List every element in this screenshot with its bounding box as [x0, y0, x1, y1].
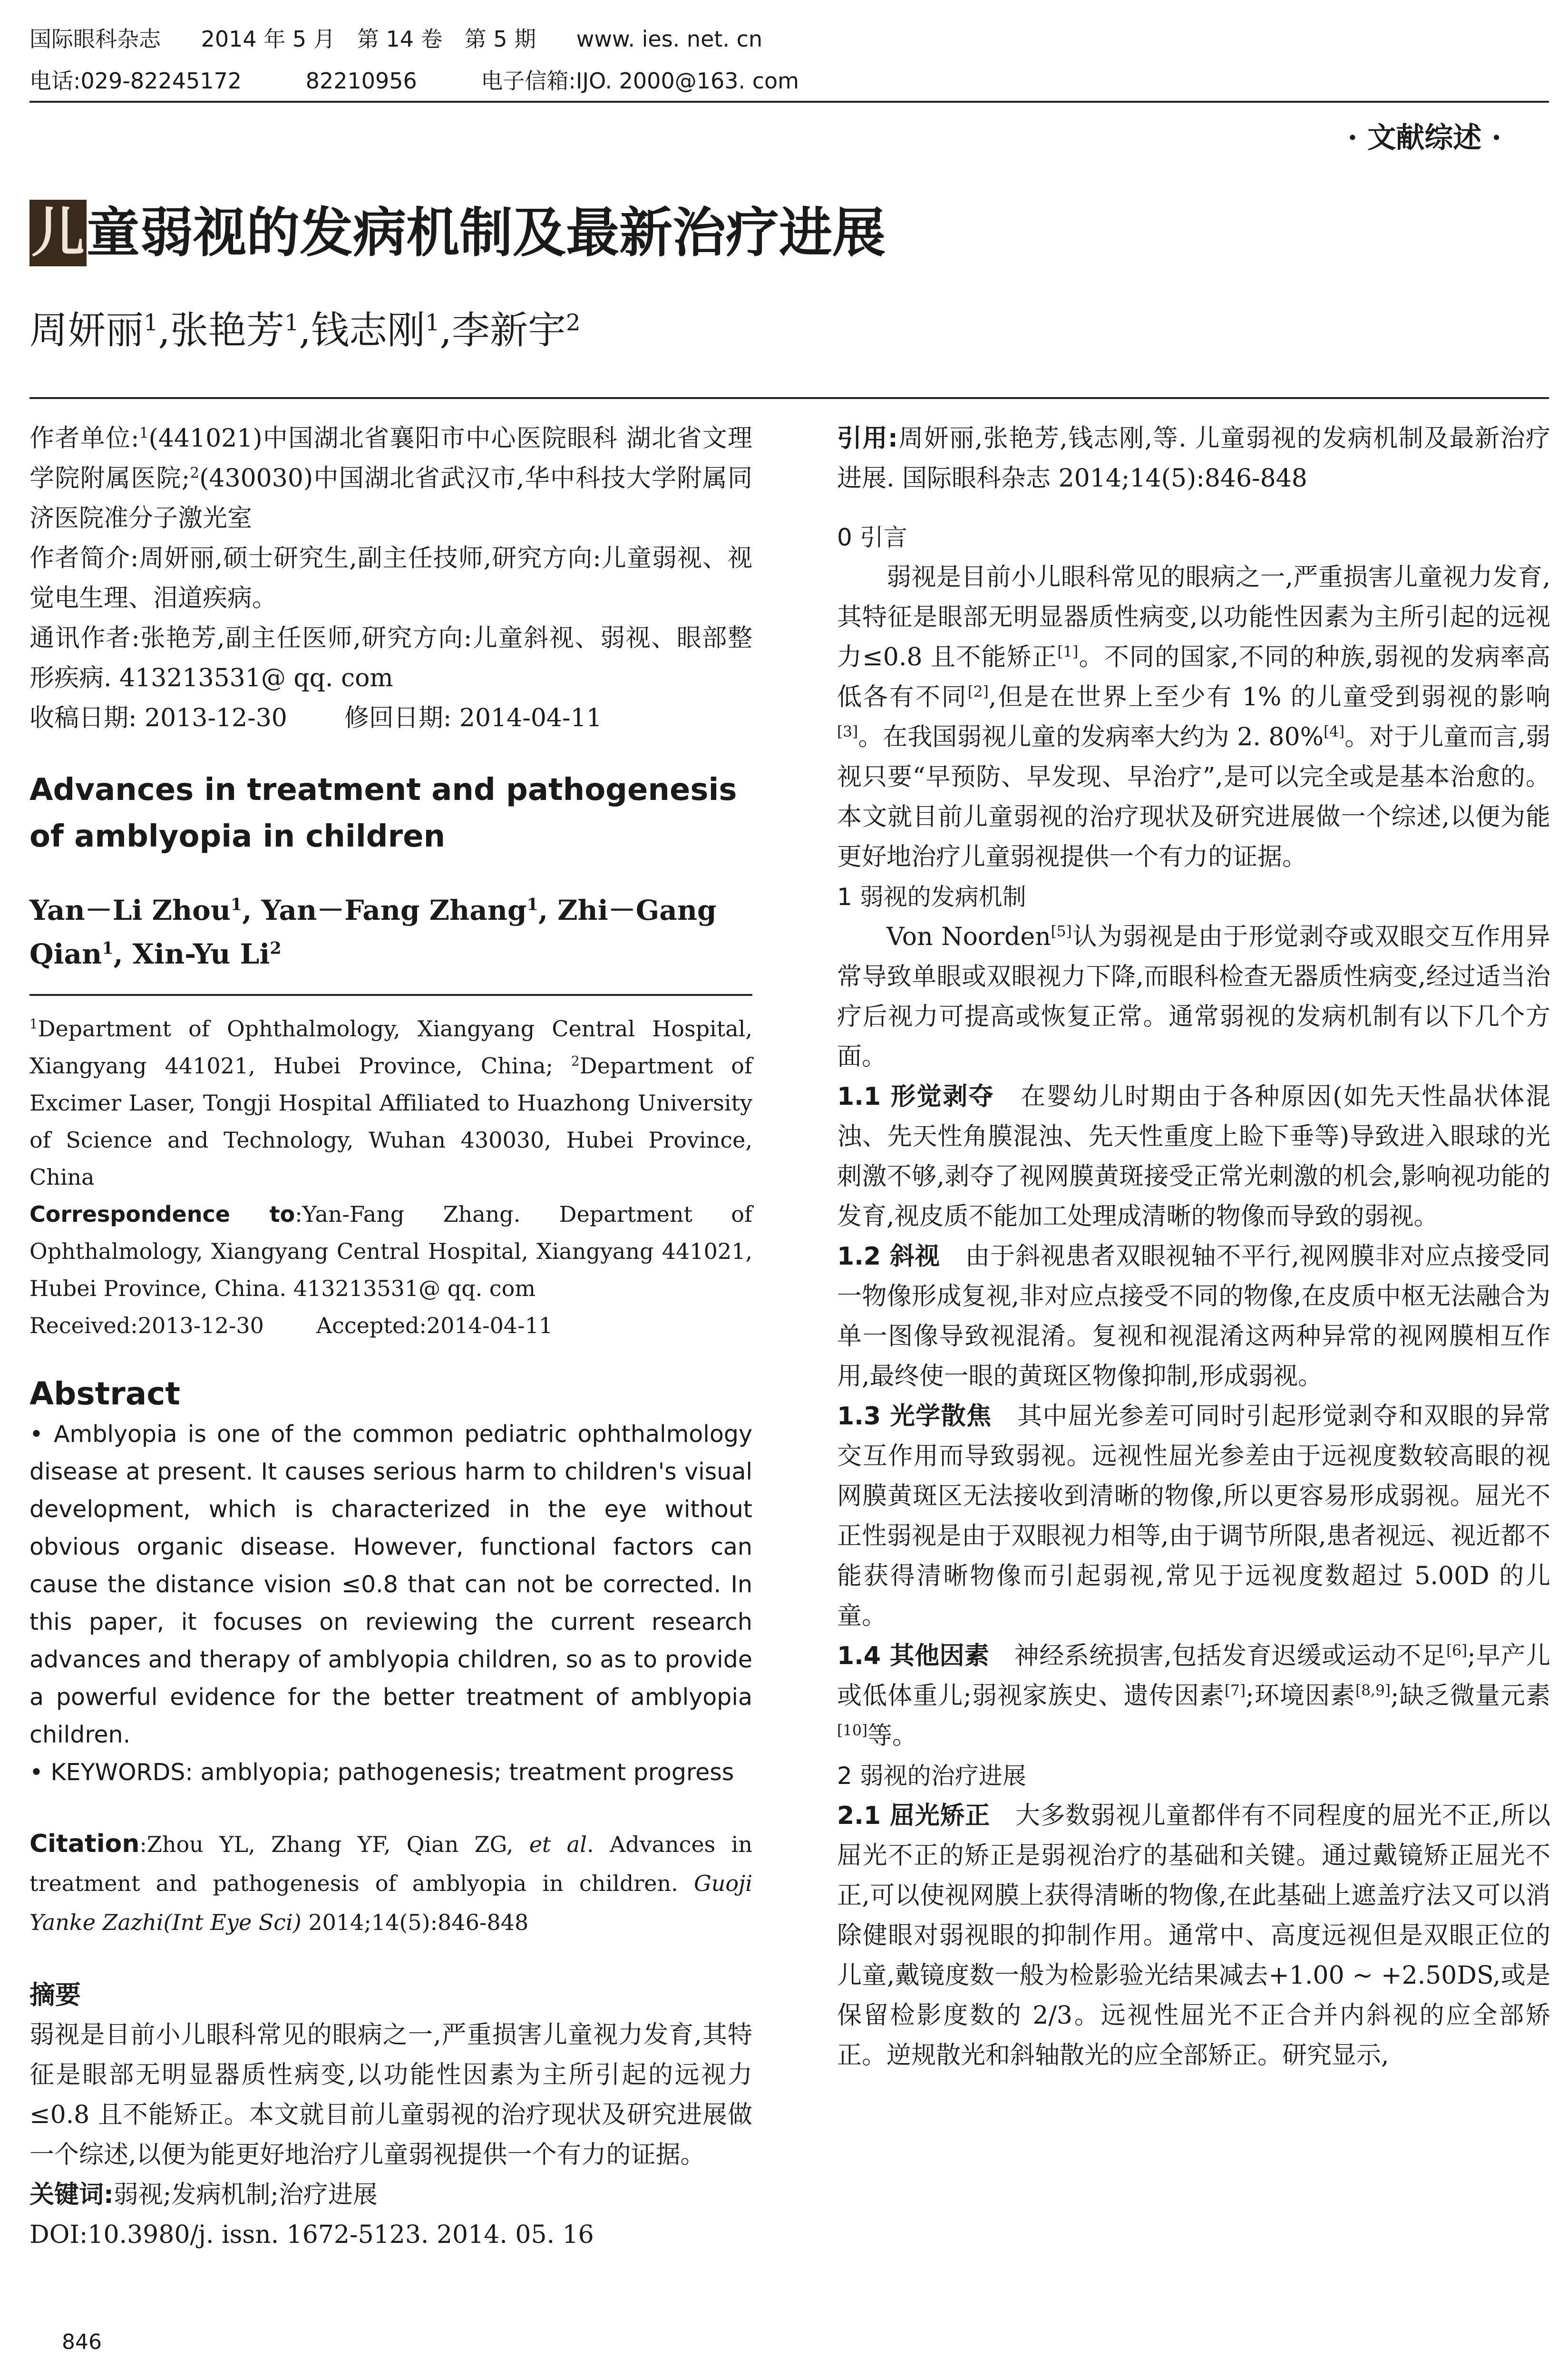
p12: 由于斜视患者双眼视轴不平行,视网膜非对应点接受同一物像形成复视,非对应点接受不同的物像,在皮质中枢无法融合为单一图像导致视混淆。复视和视混淆这两种异常的视网膜相互作用,最终使一眼的黄斑区物像抑制,形成弱视。 — [837, 1242, 1550, 1391]
ref: [6] — [1446, 1642, 1468, 1659]
en-author-sup: 1 — [526, 895, 538, 915]
en-author-sup: 1 — [231, 895, 243, 915]
p14a: 神经系统损害,包括发育迟缓或运动不足 — [1014, 1642, 1446, 1670]
citation-etal: et al — [529, 1831, 587, 1857]
right-column — [837, 419, 1550, 2075]
en-received: Received:2013-12-30 — [29, 1313, 264, 1338]
abstract-text: • Amblyopia is one of the common pediatric ophthalmology disease at present. It causes serious harm to children's visual development, which is characterized in the eye without obvious organic disease. However, functional factors can cause the distance vision ≤0.8 that can not be corrected. In this paper, it focuses on reviewing the current research advances and therapy of amblyopia children, so as to provide a powerful evidence for the better treatment of amblyopia children. — [29, 1421, 752, 1748]
title-initial: 儿 — [29, 200, 87, 266]
en-author: Zhi－Gang Qian — [29, 894, 717, 970]
author-list: 周妍丽$^1$,张艳芳$^1$,钱志刚$^1$,李新宇$^2$ — [29, 308, 581, 352]
running-header-line1 — [29, 25, 886, 53]
section-1-4 — [837, 1636, 1550, 1756]
cn-abstract-text: 弱视是目前小儿眼科常见的眼病之一,严重损害儿童视力发育,其特征是眼部无明显器质性病变,以功能性因素为主所引起的远视力≤0.8 且不能矫正。本文就目前儿童弱视的治疗现状及研究进展做一个综述,以便为能更好地治疗儿童弱视提供一个有力的证据。 — [29, 2021, 752, 2169]
p14b: ;早产儿或低体重儿;弱视家族史、遗传因素 — [837, 1642, 1550, 1710]
phone2: 82210956 — [305, 68, 417, 94]
ref: [8,9] — [1355, 1682, 1391, 1699]
p1b: 认为弱视是由于形觉剥夺或双眼交互作用异常导致单眼或双眼视力下降,而眼科检查无器质性病变,经过适当治疗后视力可提高或恢复正常。通常弱视的发病机制有以下几个方面。 — [837, 923, 1550, 1071]
section-1-1-heading: 1.1 形觉剥夺 — [837, 1082, 995, 1111]
english-title: Advances in treatment and pathogenesis of amblyopia in children — [29, 772, 737, 854]
page-number: 846 — [62, 2330, 102, 2354]
section-1-2 — [837, 1237, 1550, 1396]
en-author: Yan－Li Zhou — [29, 894, 231, 926]
author-sup: 1 — [425, 309, 440, 336]
author-bio: 作者简介:周妍丽,硕士研究生,副主任技师,研究方向:儿童弱视、视觉电生理、泪道疾病。 — [29, 544, 752, 613]
ref: [3] — [837, 723, 858, 740]
corr-text: :Yan-Fang Zhang. Department of Ophthalmology, Xiangyang Central Hospital, Xiangyang 441021, Hubei Province, China. 413213531@ qq. com — [29, 1201, 752, 1301]
section-label: · 文献综述 · — [1347, 121, 1501, 155]
title-rest: 童弱视的发病机制及最新治疗进展 — [87, 202, 886, 264]
journal-website: www. ies. net. cn — [576, 26, 763, 52]
english-affiliations: $^1$Department of Ophthalmology, Xiangyang Central Hospital, Xiangyang 441021, Hubei Province, China; $^2$Department of Excimer Laser, Tongji Hospital Affiliated to Huazhong University of Science and Technology, Wuhan 430030, Hubei Province, China Correspondence to:Yan-Fang Zhang. Department of Ophthalmology, Xiangyang Central Hospital, Xiangyang 441021, Hubei Province, China. 413213531@ qq. com Received:2013-12-30 Accepted:2014-04-11 — [29, 1016, 752, 1338]
ref: [10] — [837, 1722, 868, 1739]
unit-text: (441021)中国湖北省襄阳市中心医院眼科 湖北省文理学院附属医院; — [29, 424, 753, 493]
affil1: Department of Ophthalmology, Xiangyang Central Hospital, Xiangyang 441021, Hubei Province, China; — [29, 1016, 752, 1079]
correspondence: 通讯作者:张艳芳,副主任医师,研究方向:儿童斜视、弱视、眼部整形疾病. 413213531@ qq. com — [29, 624, 752, 692]
section-1-3-heading: 1.3 光学散焦 — [837, 1402, 992, 1431]
doi: DOI:10.3980/j. issn. 1672-5123. 2014. 05. 16 — [29, 2221, 594, 2249]
p0e: 。对于儿童而言,弱视只要“早预防、早发现、早治疗”,是可以完全或是基本治愈的。本文就目前儿童弱视的治疗现状及研究进展做一个综述,以便为能更好地治疗儿童弱视提供一个有力的证据。 — [837, 723, 1550, 871]
header-rule — [29, 101, 1549, 103]
section-1-2-heading: 1.2 斜视 — [837, 1242, 940, 1271]
unit-label: 作者单位: — [29, 424, 139, 453]
phone: 电话:029-82245172 — [29, 68, 242, 94]
issue-info: 2014 年 5 月 第 14 卷 第 5 期 — [201, 26, 536, 52]
english-citation — [29, 1824, 752, 1942]
author-name: 李新宇 — [451, 308, 566, 352]
section-0-para — [837, 557, 1550, 877]
p0b: 。不同的国家,不同的种族,弱视的发病率高低各有不同 — [837, 643, 1550, 711]
citation-b: . Advances in treatment and pathogenesis of amblyopia in children. — [29, 1831, 753, 1896]
ref: [5] — [1051, 923, 1072, 940]
en-author: Yan－Fang Zhang — [261, 894, 527, 926]
p0c: ,但是在世界上至少有 1% 的儿童受到弱视的影响 — [988, 683, 1550, 711]
p14c: ;环境因素 — [1246, 1682, 1356, 1710]
p14d: ;缺乏微量元素 — [1390, 1682, 1550, 1710]
section-1-heading: 1 弱视的发病机制 — [837, 883, 1026, 911]
running-header-line2 — [29, 67, 933, 95]
received-date: 收稿日期: 2013-12-30 — [29, 704, 287, 732]
corr-label: Correspondence to — [29, 1201, 295, 1227]
english-authors: Yan－Li Zhou$^1$, Yan－Fang Zhang$^1$, Zhi－Gang Qian$^1$, Xin-Yu Li$^2$ — [29, 894, 717, 970]
section-2-1 — [837, 1796, 1550, 2075]
p0a: 弱视是目前小儿眼科常见的眼病之一,严重损害儿童视力发育,其特征是眼部无明显器质性病变,以功能性因素为主所引起的远视力≤0.8 且不能矫正 — [837, 563, 1550, 672]
citation-journal: Guoji Yanke Zazhi(Int Eye Sci) — [29, 1870, 752, 1935]
abstract-heading: Abstract — [29, 1375, 180, 1412]
p13: 其中屈光参差可同时引起形觉剥夺和双眼的异常交互作用而导致弱视。远视性屈光参差由于远视度数较高眼的视网膜黄斑区无法接收到清晰的物像,所以更容易形成弱视。屈光不正性弱视是由于双眼视力相等,由于调节所限,患者视远、视近都不能获得清晰物像而引起弱视,常见于远视度数超过 5.00D 的儿童。 — [837, 1402, 1550, 1630]
en-author: Xin-Yu Li — [132, 938, 270, 970]
en-author-sup: 2 — [270, 938, 282, 958]
english-abstract — [29, 1415, 752, 1791]
revised-date: 修回日期: 2014-04-11 — [344, 704, 602, 732]
title-rule — [29, 397, 1549, 399]
citation-c: 2014;14(5):846-848 — [308, 1909, 529, 1935]
author-name: 张艳芳 — [170, 308, 284, 352]
article-title — [29, 200, 886, 266]
cn-keywords-label: 关键词: — [29, 2181, 114, 2209]
cn-citation: 周妍丽,张艳芳,钱志刚,等. 儿童弱视的发病机制及最新治疗进展. 国际眼科杂志 2014;14(5):846-848 — [837, 424, 1550, 493]
p1a: Von Noorden — [886, 923, 1051, 951]
citation-label: Citation — [29, 1830, 140, 1858]
section-0-heading: 0 引言 — [837, 524, 907, 551]
ref: [1] — [1057, 643, 1079, 661]
abstract-keywords: • KEYWORDS: amblyopia; pathogenesis; treatment progress — [29, 1759, 734, 1786]
author-sup: 1 — [284, 309, 299, 336]
cn-citation-label: 引用: — [837, 424, 898, 453]
cn-keywords: 弱视;发病机制;治疗进展 — [113, 2181, 378, 2209]
section-1-para — [837, 917, 1550, 1077]
ref: [4] — [1324, 723, 1345, 740]
unit-text2: (430030)中国湖北省武汉市,华中科技大学附属同济医院准分子激光室 — [29, 464, 752, 533]
email: 电子信箱:IJO. 2000@163. com — [481, 68, 799, 94]
cn-abstract — [29, 2015, 752, 2255]
cn-abstract-heading: 摘要 — [29, 1980, 81, 2010]
author-info: 作者单位:$^1$(441021)中国湖北省襄阳市中心医院眼科 湖北省文理学院附属医院;$^2$(430030)中国湖北省武汉市,华中科技大学附属同济医院准分子激光室 作者简介:周妍丽,硕士研究生,副主任技师,研究方向:儿童弱视、视觉电生理、泪道疾病。 通讯作者:张艳芳,副主任医师,研究方向:儿童斜视、弱视、眼部整形疾病. 413213531@ qq. com 收稿日期: 2013-12-30 修回日期: 2014-04-11 — [29, 424, 753, 732]
section-1-1 — [837, 1077, 1550, 1237]
section-2-heading: 2 弱视的治疗进展 — [837, 1762, 1026, 1790]
p0d: 。在我国弱视儿童的发病率大约为 2. 80% — [858, 723, 1324, 751]
section-2-1-heading: 2.1 屈光矫正 — [837, 1802, 991, 1830]
author-sup: 2 — [565, 309, 581, 336]
author-name: 钱志刚 — [311, 308, 425, 352]
ref: [7] — [1224, 1682, 1246, 1699]
p11: 在婴幼儿时期由于各种原因(如先天性晶状体混浊、先天性角膜混浊、先天性重度上睑下垂等)导致进入眼球的光刺激不够,剥夺了视网膜黄斑接受正常光刺激的机会,影响视功能的发育,视皮质不能加工处理成清晰的物像而导致的弱视。 — [837, 1082, 1550, 1231]
en-author-sup: 1 — [102, 938, 114, 958]
section-1-3 — [837, 1396, 1550, 1636]
p21: 大多数弱视儿童都伴有不同程度的屈光不正,所以屈光不正的矫正是弱视治疗的基础和关键。通过戴镜矫正屈光不正,可以使视网膜上获得清晰的物像,在此基础上遮盖疗法又可以消除健眼对弱视眼的抑制作用。通常中、高度远视但是双眼正位的儿童,戴镜度数一般为检影验光结果减去+1.00 ~ +2.50DS,或是保留检影度数的 2/3。远视性屈光不正合并内斜视的应全部矫正。逆规散光和斜轴散光的应全部矫正。研究显示, — [837, 1802, 1550, 2070]
en-accepted: Accepted:2014-04-11 — [316, 1313, 553, 1338]
citation-a: :Zhou YL, Zhang YF, Qian ZG, — [139, 1831, 514, 1857]
affil2: Department of Excimer Laser, Tongji Hospital Affiliated to Huazhong University of Science and Technology, Wuhan 430030, Hubei Province, China — [29, 1053, 752, 1190]
journal-name: 国际眼科杂志 — [29, 26, 161, 52]
left-column — [29, 419, 752, 2255]
author-name: 周妍丽 — [29, 308, 144, 352]
ref: [2] — [967, 683, 989, 701]
section-1-4-heading: 1.4 其他因素 — [837, 1642, 990, 1670]
en-author-rule — [29, 994, 752, 996]
author-sup: 1 — [144, 309, 158, 336]
p14e: 等。 — [867, 1722, 917, 1750]
